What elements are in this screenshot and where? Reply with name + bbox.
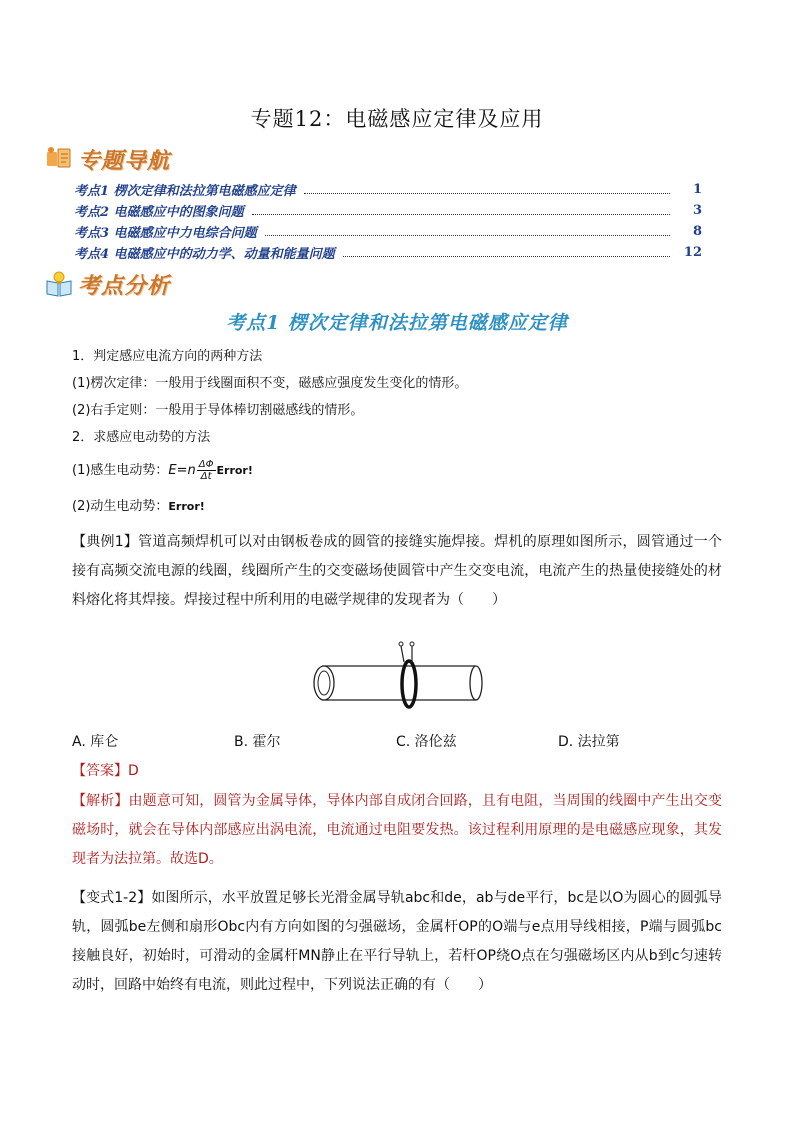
analysis-banner: [44, 268, 170, 300]
example-text: 管道高频焊机可以对由钢板卷成的圆管的接缝实施焊接。焊机的原理如图所示，圆管通过一个接有高频交流电源的线圈，线圈所产生的交变磁场使圆管中产生交变电流，电流产生的热量使接缝处的材料熔化将其焊接。焊接过程中所利用的电磁学规律的发现者为（ ）: [72, 534, 722, 608]
answer-value: D: [128, 763, 139, 779]
choice-b[interactable]: B. 霍尔: [234, 734, 281, 750]
toc-entry[interactable]: [74, 201, 702, 219]
variant-tag: 【变式1-2】: [72, 890, 152, 906]
example-1-question: [72, 528, 722, 615]
toc-page: 8: [692, 223, 702, 239]
method-lenz: (1)楞次定律：一般用于线圈面积不变，磁感应强度发生变化的情形。: [72, 376, 468, 391]
analysis-tag: 【解析】: [72, 793, 129, 809]
heading-1: 1．判定感应电流方向的两种方法: [72, 349, 263, 364]
toc-label: 考点1 楞次定律和法拉第电磁感应定律: [74, 183, 296, 199]
method-right-hand: (2)右手定则：一般用于导体棒切割磁感线的情形。: [72, 403, 364, 418]
choice-a[interactable]: A. 库仑: [72, 734, 119, 750]
formula-motional-emf: [72, 498, 205, 516]
pipe-coil-figure: [308, 640, 493, 715]
choice-d[interactable]: D. 法拉第: [558, 734, 620, 750]
toc-leader: [343, 247, 670, 257]
formula-label: (1)感生电动势：: [72, 463, 169, 478]
toc-page: 3: [692, 202, 702, 218]
toc-leader: [304, 184, 670, 194]
fraction-den: Δt: [200, 471, 212, 482]
analysis-block: [72, 787, 722, 874]
fraction: [197, 459, 216, 482]
error-text: Error!: [216, 464, 253, 477]
section-title: 考点1 楞次定律和法拉第电磁感应定律: [226, 312, 568, 334]
toc-page: 1: [692, 181, 702, 197]
toc-entry[interactable]: [74, 243, 702, 261]
lightbulb-book-icon: [44, 269, 74, 299]
toc-label: 考点3 电磁感应中力电综合问题: [74, 225, 257, 241]
toc-entry[interactable]: [74, 222, 702, 240]
variant-text: 如图所示，水平放置足够长光滑金属导轨abc和de，ab与de平行，bc是以O为圆心的圆弧导轨，圆弧be左侧和扇形Obc内有方向如图的匀强磁场，金属杆OP的O端与e点用导线相接，P端与圆弧bc接触良好，初始时，可滑动的金属杆MN静止在平行导轨上，若杆OP绕O点在匀强磁场区内从b到c匀速转动时，回路中始终有电流，则此过程中，下列说法正确的有（ ）: [72, 890, 722, 993]
heading-2: 2．求感应电动势的方法: [72, 430, 211, 445]
toc-label: 考点4 电磁感应中的动力学、动量和能量问题: [74, 246, 335, 262]
analysis-text: 由题意可知，圆管为金属导体，导体内部自成闭合回路，且有电阻，当周围的线圈中产生出交变磁场时，就会在导体内部感应出涡电流，电流通过电阻要发热。该过程利用原理的是电磁感应现象，其发现者为法拉第。故选D。: [72, 793, 723, 867]
toc-page: 12: [683, 244, 702, 260]
formula-induced-emf: [72, 459, 253, 482]
variant-question: [72, 884, 722, 1000]
answer-tag: 【答案】: [72, 763, 128, 779]
choice-c[interactable]: C. 洛伦兹: [396, 734, 457, 750]
analysis-banner-label: 考点分析: [78, 272, 171, 299]
formula-label: (2)动生电动势：: [72, 499, 169, 514]
example-tag: 【典例1】: [72, 534, 139, 550]
choice-list: [72, 731, 722, 751]
error-text: Error!: [168, 500, 205, 513]
nav-banner: [44, 143, 170, 175]
page-title: 专题12：电磁感应定律及应用: [250, 107, 544, 131]
formula-eq: E=n: [168, 463, 196, 478]
fraction-num: ΔΦ: [198, 459, 214, 470]
answer-line: [72, 757, 722, 786]
nav-banner-label: 专题导航: [78, 147, 171, 174]
toc-leader: [265, 226, 670, 236]
toc-entry[interactable]: [74, 180, 702, 198]
toc-label: 考点2 电磁感应中的图象问题: [74, 204, 244, 220]
toc-leader: [252, 205, 670, 215]
book-hand-icon: [44, 144, 74, 174]
